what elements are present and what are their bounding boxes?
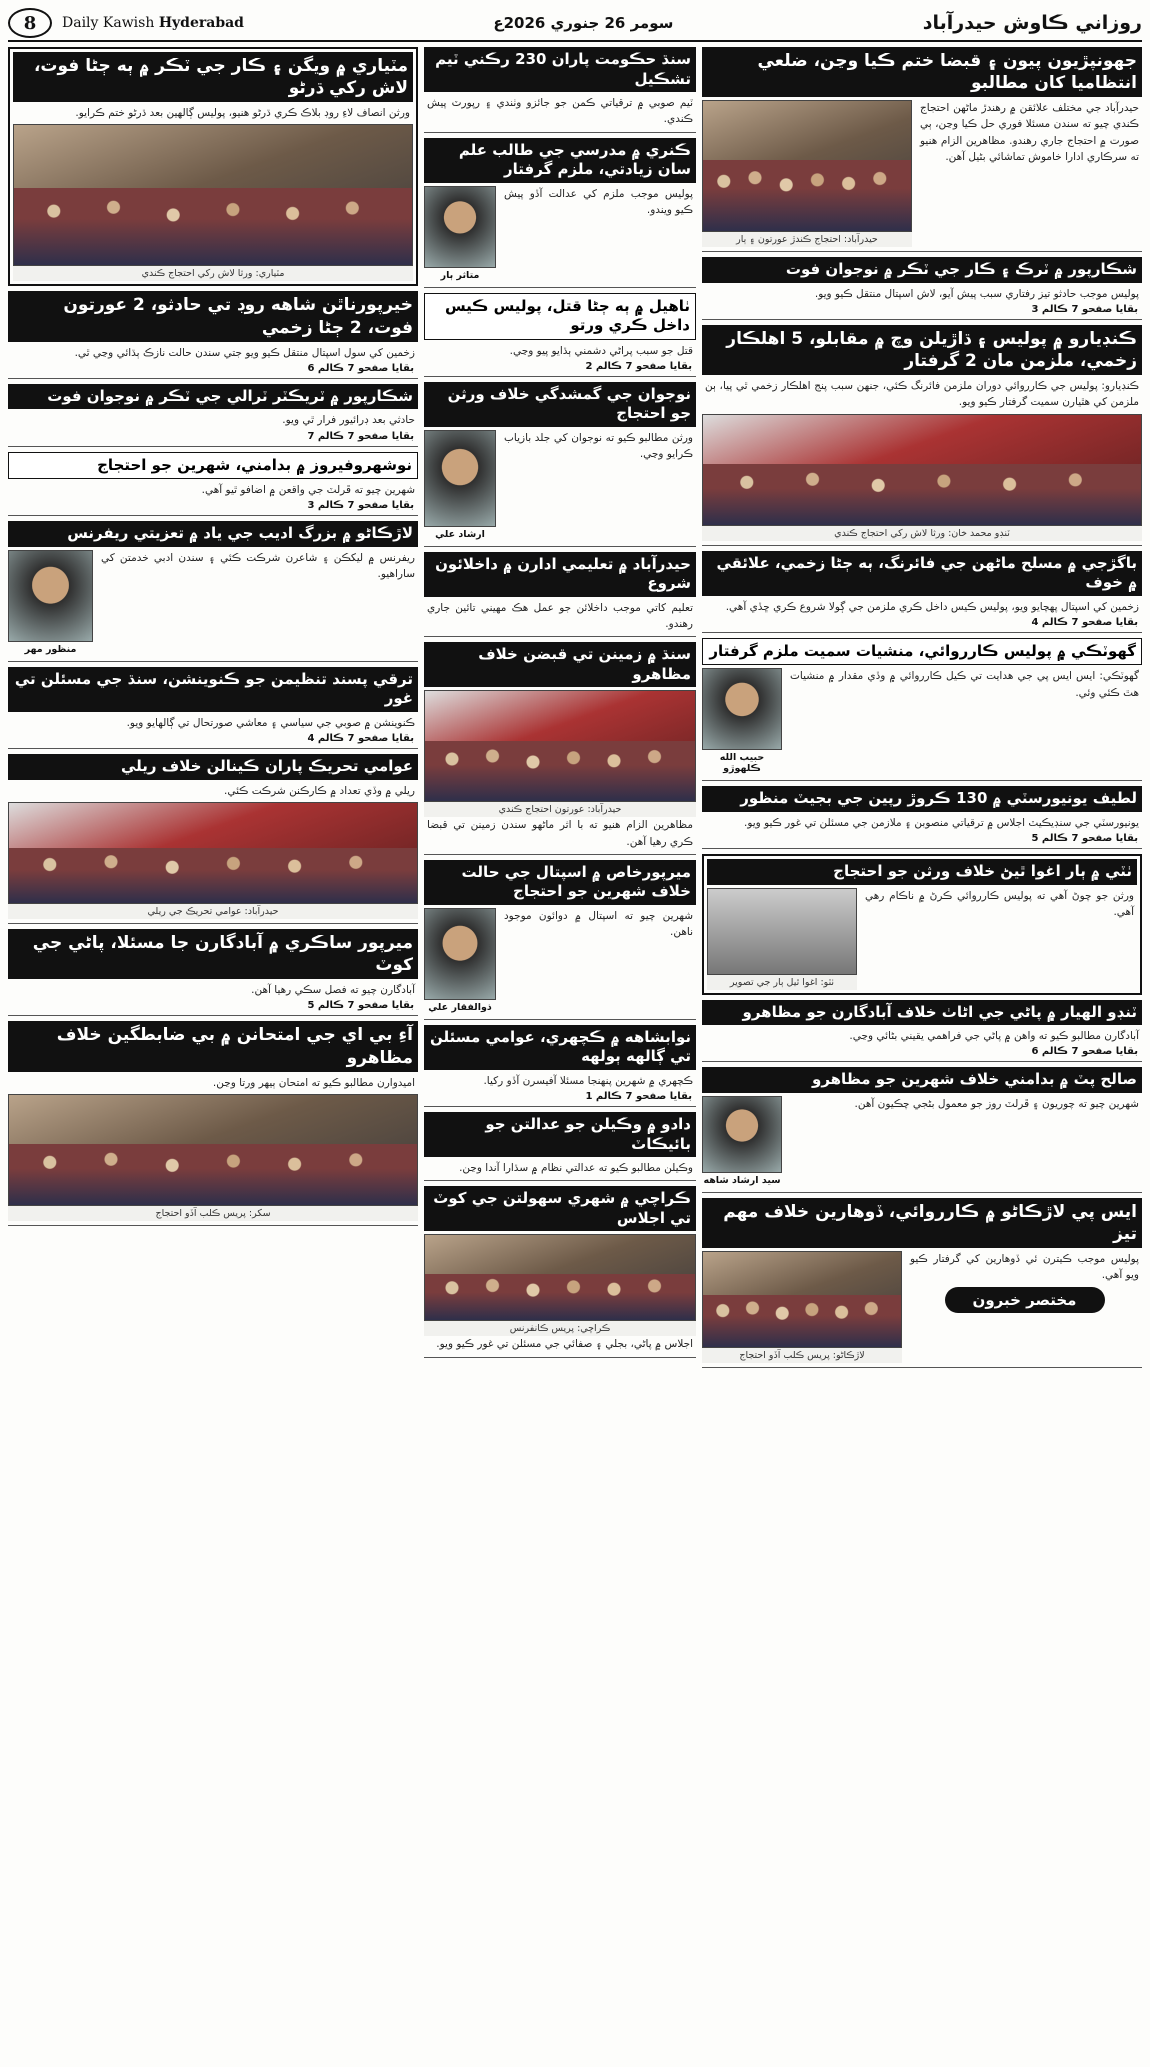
headline: صالح پٽ ۾ بدامني خلاف شهرين جو مظاهرو — [702, 1067, 1142, 1093]
story-body: ورثن جو چوڻ آهي ته پوليس ڪارروائي ڪرڻ ۾ ناڪام رهي آهي. — [865, 889, 1134, 918]
story — [702, 1198, 1142, 1368]
portrait-photo — [424, 908, 496, 1000]
story — [702, 47, 1142, 252]
continued-note: بقايا صفحو 7 ڪالم 5 — [1031, 833, 1138, 845]
story — [424, 552, 696, 638]
photo-people — [9, 848, 417, 903]
continued-note: بقايا صفحو 7 ڪالم 3 — [307, 500, 414, 512]
headline: ٺاهيل ۾ ٻه ڄڻا قتل، پوليس ڪيس داخل ڪري ورتو — [424, 293, 696, 340]
story-body: ريلي ۾ وڏي تعداد ۾ ڪارڪنن شرڪت ڪئي. — [224, 784, 415, 797]
headline: ترقي پسند تنظيمن جو ڪنوينشن، سنڌ جي مسئلن تي غور — [8, 667, 418, 712]
story-body: حيدرآباد جي مختلف علائقن ۾ رهندڙ ماڻهن احتجاج ڪندي چيو ته سندن مسئلا فوري حل ڪيا وڃن، ٻي صورت ۾ احتجاج جاري رهندو. مظاهرين الزام هنيو ته سرڪاري ادارا خاموش تماشائي بڻيل آهن. — [920, 102, 1139, 163]
portrait-name: ذوالفقار علي — [428, 1001, 492, 1013]
news-photo — [13, 124, 413, 266]
photo-people — [703, 1295, 901, 1347]
continued-note: بقايا صفحو 7 ڪالم 5 — [307, 1000, 414, 1012]
continued-note: بقايا صفحو 7 ڪالم 2 — [585, 360, 692, 372]
photo-people — [9, 1144, 417, 1205]
story-row — [702, 1096, 1142, 1188]
story — [8, 521, 418, 662]
paper-english-city: Hyderabad — [158, 15, 244, 31]
headline: نوشهروفيروز ۾ بدامني، شهرين جو احتجاج — [8, 452, 418, 480]
photo-caption: ٽنڊو محمد خان: ورثا لاش رکي احتجاج ڪندي — [702, 526, 1142, 541]
story — [424, 1186, 696, 1357]
news-photo — [707, 888, 857, 975]
story-body: شهرين چيو ته اسپتال ۾ دوائون موجود ناهن. — [504, 909, 693, 939]
headline: ميرپورخاص ۾ اسپتال جي حالت خلاف شهرين جو احتجاج — [424, 860, 696, 905]
headline: ٽنڊو الهيار ۾ پاڻي جي اڻاٺ خلاف آبادگارن جو مظاهرو — [702, 1000, 1142, 1026]
story — [8, 291, 418, 378]
photo-block — [702, 1251, 902, 1363]
story-body: تعليم کاتي موجب داخلائن جو عمل هڪ مهيني تائين جاري رهندو. — [427, 601, 693, 631]
headline: دادو ۾ وڪيلن جو عدالتن جو بائيڪاٽ — [424, 1112, 696, 1157]
continued-note: بقايا صفحو 7 ڪالم 6 — [307, 362, 414, 374]
photo-caption: ٺٽو: اغوا ٿيل ٻار جي تصوير — [707, 975, 857, 990]
page-number: 8 — [8, 8, 52, 38]
headline: عوامي تحريڪ پاران ڪينالن خلاف ريلي — [8, 754, 418, 780]
story — [424, 382, 696, 547]
story — [702, 1000, 1142, 1063]
portrait-name: ارشاد علي — [435, 528, 485, 540]
story-body: زخمين کي اسپتال پهچايو ويو، پوليس ڪيس داخل ڪري ملزمن جي ڳولا شروع ڪري ڇڏي آهي. — [725, 600, 1139, 613]
continued-note: بقايا صفحو 7 ڪالم 1 — [585, 1091, 692, 1103]
photo-caption: سکر: پريس ڪلب آڏو احتجاج — [8, 1206, 418, 1221]
story-body: وڪيلن مطالبو ڪيو ته عدالتي نظام ۾ سڌارا آندا وڃن. — [459, 1162, 693, 1175]
issue-date: سومر 26 جنوري 2026ع — [493, 14, 674, 32]
portrait-photo — [424, 186, 496, 268]
story-body: شهرين چيو ته چوريون ۽ ڦرلٽ روز جو معمول بڻجي چڪيون آهن. — [854, 1097, 1139, 1110]
story-body: ڪنڊيارو: پوليس جي ڪارروائي دوران ملزمن فائرنگ ڪئي، جنهن سبب پنج اهلڪار زخمي ٿي پيا، ٻن ملزمن کي هٿيارن سميت گرفتار ڪيو ويو. — [705, 380, 1139, 409]
headline: ٺٽي ۾ ٻار اغوا ٿيڻ خلاف ورثن جو احتجاج — [707, 859, 1137, 885]
news-photo — [424, 1234, 696, 1321]
paper-name: روزاني ڪاوش حيدرآباد — [922, 12, 1142, 34]
story-body: آبادگارن مطالبو ڪيو ته واهن ۾ پاڻي جي فراهمي يقيني بڻائي وڃي. — [849, 1030, 1139, 1043]
story — [702, 257, 1142, 320]
story-row — [702, 1251, 1142, 1363]
photo-caption: ڪراچي: پريس ڪانفرنس — [424, 1321, 696, 1336]
headline: ميرپور ساڪري ۾ آبادگارن جا مسئلا، پاڻي جي کوٽ — [8, 929, 418, 979]
headline: ڪراچي ۾ شهري سهولتن جي کوٽ تي اجلاس — [424, 1186, 696, 1231]
story — [8, 47, 418, 286]
headline: لاڙڪاڻو ۾ بزرگ اديب جي ياد ۾ تعزيتي ريفرنس — [8, 521, 418, 547]
news-photo — [702, 414, 1142, 526]
story-body: ڪچهري ۾ شهرين پنهنجا مسئلا آفيسرن آڏو رکيا. — [483, 1074, 693, 1087]
headline: سنڌ ۾ زمينن تي قبضن خلاف مظاهرو — [424, 642, 696, 687]
story-body: گهوٽڪي: ايس ايس پي جي هدايت تي ڪيل ڪارروائي ۾ وڏي مقدار ۾ منشيات هٿ ڪئي وئي. — [790, 670, 1139, 699]
photo-caption: لاڙڪاڻو: پريس ڪلب آڏو احتجاج — [702, 1348, 902, 1363]
story-text — [501, 908, 696, 1015]
continued-note: بقايا صفحو 7 ڪالم 6 — [1031, 1046, 1138, 1058]
photo-people — [425, 741, 695, 802]
news-photo — [8, 802, 418, 904]
story — [702, 551, 1142, 633]
headline: مٽياري ۾ ويگن ۽ ڪار جي ٽڪر ۾ ٻه ڄڻا فوت، لاش رکي ڌرڻو — [13, 52, 413, 102]
portrait-name: متاثر ٻار — [440, 269, 480, 281]
headline: لطيف يونيورسٽي ۾ 130 ڪروڙ رپين جي بجيٽ منظور — [702, 786, 1142, 812]
story-text — [862, 888, 1137, 990]
story-row — [424, 908, 696, 1015]
story-body: پوليس موجب حادثو تيز رفتاري سبب پيش آيو، لاش اسپتال منتقل ڪيو ويو. — [814, 287, 1139, 300]
story-row — [424, 186, 696, 283]
photo-caption: حيدرآباد: عوامي تحريڪ جي ريلي — [8, 904, 418, 919]
left-column — [8, 47, 418, 2057]
headline: باگڙجي ۾ مسلح ماڻهن جي فائرنگ، ٻه ڄڻا زخمي، علائقي ۾ خوف — [702, 551, 1142, 596]
headline: ڪنڊيارو ۾ پوليس ۽ ڌاڙيلن وچ ۾ مقابلو، 5 اهلڪار زخمي، ملزمن مان 2 گرفتار — [702, 325, 1142, 375]
middle-column — [424, 47, 696, 2057]
story-text — [501, 430, 696, 542]
paper-english-name — [62, 15, 244, 31]
story — [8, 929, 418, 1016]
story — [8, 754, 418, 924]
story — [8, 1021, 418, 1225]
paper-english-title: Daily Kawish — [62, 15, 155, 31]
headline: حيدرآباد ۾ تعليمي ادارن ۾ داخلائون شروع — [424, 552, 696, 597]
story — [8, 452, 418, 517]
photo-caption: حيدرآباد: عورتون احتجاج ڪندي — [424, 802, 696, 817]
photo-people — [703, 160, 911, 232]
headline: جهونپڙيون پيون ۽ قبضا ختم ڪيا وڃن، ضلعي انتظاميا کان مطالبو — [702, 47, 1142, 97]
photo-caption: مٽياري: ورثا لاش رکي احتجاج ڪندي — [13, 266, 413, 281]
headline: آءِ بي اي جي امتحانن ۾ بي ضابطگين خلاف مظاهرو — [8, 1021, 418, 1071]
story — [424, 1025, 696, 1107]
story-body: آبادگارن چيو ته فصل سڪي رهيا آهن. — [251, 984, 415, 997]
story-text — [787, 1096, 1142, 1188]
right-column — [702, 47, 1142, 2057]
masthead — [8, 6, 1142, 42]
story — [424, 1112, 696, 1181]
story-body: ريفرنس ۾ ليکڪن ۽ شاعرن شرڪت ڪئي ۽ سندن ادبي خدمتن کي ساراهيو. — [101, 551, 415, 581]
story — [8, 667, 418, 749]
photo-people — [425, 1274, 695, 1321]
continued-note: بقايا صفحو 7 ڪالم 4 — [307, 733, 414, 745]
story-text — [917, 100, 1142, 247]
story-row — [707, 888, 1137, 990]
portrait-name: منظور مهر — [24, 643, 77, 655]
photo-people — [703, 464, 1141, 525]
story-body: شهرين چيو ته ڦرلٽ جي واقعن ۾ اضافو ٿيو آهي. — [201, 484, 415, 497]
story-row — [702, 100, 1142, 247]
portrait-name: سيد ارشاد شاهه — [703, 1174, 781, 1186]
story — [424, 293, 696, 377]
story-row — [702, 668, 1142, 776]
story-body: قتل جو سبب پراڻي دشمني ٻڌايو پيو وڃي. — [509, 344, 693, 357]
portrait-photo — [424, 430, 496, 527]
story — [702, 325, 1142, 546]
story-body: ورثن مطالبو ڪيو ته نوجوان کي جلد بازياب ڪرايو وڃي. — [504, 431, 693, 461]
news-photo — [424, 690, 696, 802]
story-text — [501, 186, 696, 283]
story-body: اجلاس ۾ پاڻي، بجلي ۽ صفائي جي مسئلن تي غور ڪيو ويو. — [436, 1338, 693, 1351]
continued-note: بقايا صفحو 7 ڪالم 3 — [1031, 303, 1138, 315]
story-text — [98, 550, 418, 657]
story-row — [8, 550, 418, 657]
story — [702, 638, 1142, 782]
short-news-label: مختصر خبرون — [945, 1287, 1105, 1313]
story — [702, 1067, 1142, 1193]
story-body: ٽيم صوبي ۾ ترقياتي ڪمن جو جائزو وٺندي ۽ رپورٽ پيش ڪندي. — [427, 97, 693, 126]
headline: ايس پي لاڙڪاڻو ۾ ڪارروائي، ڏوهارين خلاف مهم تيز — [702, 1198, 1142, 1248]
headline: خيرپورناٿن شاهه روڊ تي حادثو، 2 عورتون فوت، 2 ڄڻا زخمي — [8, 291, 418, 341]
headline: شڪارپور ۾ ٽرڪ ۽ ڪار جي ٽڪر ۾ نوجوان فوت — [702, 257, 1142, 283]
portrait-photo — [702, 1096, 782, 1173]
photo-block — [702, 100, 912, 247]
news-photo — [8, 1094, 418, 1206]
photo-block — [8, 550, 93, 657]
photo-block — [424, 908, 496, 1015]
story-text — [907, 1251, 1142, 1363]
news-photo — [702, 1251, 902, 1348]
photo-people — [14, 188, 412, 265]
portrait-photo — [702, 668, 782, 750]
headline: ڪنري ۾ مدرسي جي طالب علم سان زيادتي، ملزم گرفتار — [424, 138, 696, 183]
headline: گهوٽڪي ۾ پوليس ڪارروائي، منشيات سميت ملزم گرفتار — [702, 638, 1142, 666]
headline: سنڌ حڪومت پاران 230 رڪني ٽيم تشڪيل — [424, 47, 696, 92]
news-photo — [702, 100, 912, 232]
photo-block — [702, 1096, 782, 1188]
story-body: مظاهرين الزام هنيو ته با اثر ماڻهو سندن زمينن تي قبضا ڪري رهيا آهن. — [427, 819, 693, 848]
story-body: حادثي بعد ڊرائيور فرار ٿي ويو. — [282, 414, 415, 427]
story-body: پوليس موجب ملزم کي عدالت آڏو پيش ڪيو ويندو. — [504, 187, 693, 216]
story-body: زخمين کي سول اسپتال منتقل ڪيو ويو جتي سندن حالت نازڪ ٻڌائي وڃي ٿي. — [74, 346, 415, 359]
story-body: پوليس موجب ڪيترن ئي ڏوهارين کي گرفتار ڪيو ويو آهي. — [910, 1253, 1139, 1282]
headline: نوجوان جي گمشدگي خلاف ورثن جو احتجاج — [424, 382, 696, 427]
story-text — [787, 668, 1142, 776]
story — [702, 786, 1142, 849]
columns — [8, 47, 1142, 2057]
story-body: يونيورسٽي جي سنڊيڪيٽ اجلاس ۾ ترقياتي منصوبن ۽ ملازمن جي مسئلن تي غور ڪيو ويو. — [744, 816, 1139, 829]
continued-note: بقايا صفحو 7 ڪالم 7 — [307, 430, 414, 442]
masthead-left — [8, 8, 244, 38]
headline: شڪارپور ۾ ٽريڪٽر ٽرالي جي ٽڪر ۾ نوجوان فوت — [8, 384, 418, 410]
story — [8, 384, 418, 447]
story — [424, 138, 696, 288]
headline: نوابشاهه ۾ ڪچهري، عوامي مسئلن تي ڳالهه ٻولهه — [424, 1025, 696, 1070]
story — [702, 854, 1142, 995]
story — [424, 860, 696, 1020]
story-body: اميدوارن مطالبو ڪيو ته امتحان ٻيهر ورتا وڃن. — [212, 1076, 415, 1089]
portrait-photo — [8, 550, 93, 642]
photo-caption: حيدرآباد: احتجاج ڪندڙ عورتون ۽ ٻار — [702, 232, 912, 247]
story — [424, 47, 696, 133]
continued-note: بقايا صفحو 7 ڪالم 4 — [1031, 616, 1138, 628]
portrait-name: حبيب الله ڪلهوڙو — [719, 752, 765, 775]
photo-block — [424, 186, 496, 283]
story-body: ورثن انصاف لاءِ روڊ بلاڪ ڪري ڌرڻو هنيو، پوليس ڳالهين بعد ڌرڻو ختم ڪرايو. — [75, 107, 410, 120]
photo-block — [424, 430, 496, 542]
story — [424, 642, 696, 855]
photo-block — [707, 888, 857, 990]
story-row — [424, 430, 696, 542]
story-body: ڪنوينشن ۾ صوبي جي سياسي ۽ معاشي صورتحال تي ڳالهايو ويو. — [126, 716, 415, 729]
photo-block — [702, 668, 782, 776]
